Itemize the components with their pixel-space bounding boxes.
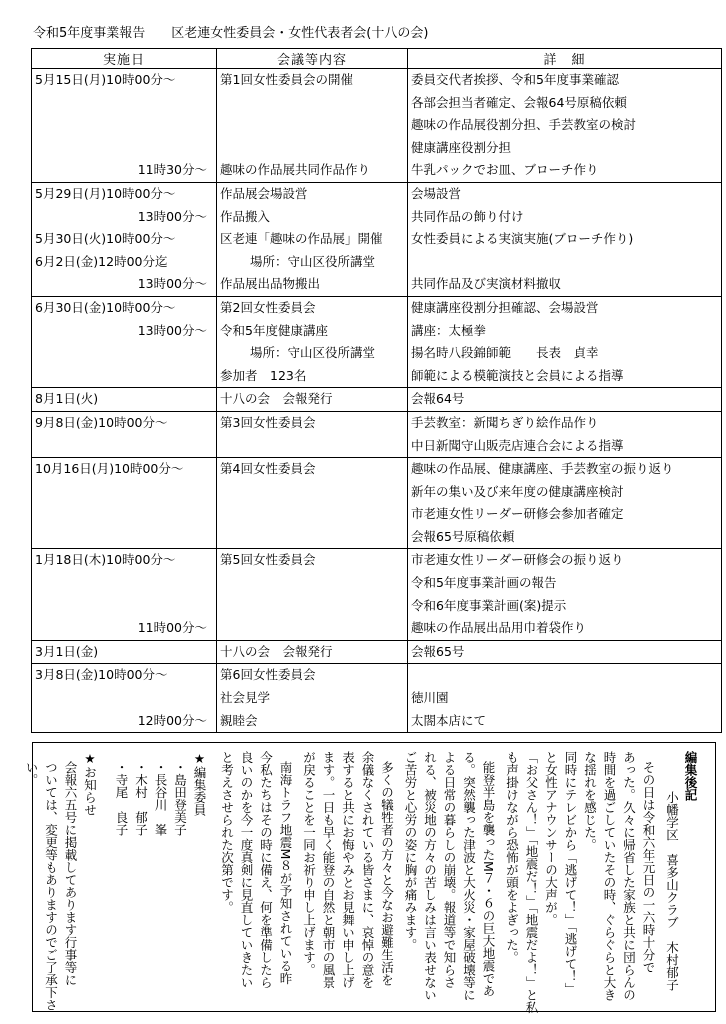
table-header-row	[32, 49, 722, 69]
detail-cell	[408, 69, 722, 183]
date-cell	[32, 458, 217, 549]
cell-line: 市老連女性リーダー研修会参加者確定	[411, 506, 624, 522]
cell-line: 13時00分～	[137, 276, 207, 292]
cell-line: 会報65号	[411, 643, 465, 659]
cell-line: 趣味の作品展役割分担、手芸教室の検討	[411, 117, 637, 133]
activity-table	[31, 48, 722, 733]
postscript-heading: 編集後記	[683, 751, 698, 801]
notice-text: 会報六五号に掲載してあります行事等に	[63, 761, 78, 986]
cell-line: 作品展出品物搬出	[220, 276, 321, 292]
cell-line: 場所：守山区役所講堂	[250, 345, 376, 361]
content-cell	[217, 664, 408, 733]
content-cell	[217, 458, 408, 549]
postscript-text-column: 南海トラフ地震M８が予知されている昨	[278, 761, 293, 985]
cell-line: 各部会担当者確定、会報64号原稿依頼	[411, 94, 627, 110]
postscript-text-column: よる日常の暮らしの崩壊。報道等で知らさ	[442, 751, 457, 989]
cell-line: 中日新聞守山販売店連合会による指導	[411, 437, 624, 453]
table-row-group	[32, 388, 722, 412]
detail-cell	[408, 664, 722, 733]
date-cell	[32, 182, 217, 296]
cell-line: 趣味の作品展共同作品作り	[220, 162, 371, 178]
date-cell	[32, 411, 217, 457]
detail-cell	[408, 388, 722, 412]
postscript-box	[24, 742, 716, 1014]
cell-line: 令和5年度健康講座	[220, 322, 328, 338]
postscript-text-column: 「お父さん！」「地震だ！」「地震だよ！」と私	[524, 751, 539, 1014]
table-row-group	[32, 182, 722, 296]
cell-line	[220, 617, 404, 640]
committee-member: ・寺尾 良子	[114, 761, 129, 836]
date-cell	[32, 296, 217, 387]
detail-cell	[408, 296, 722, 387]
cell-line: 趣味の作品展出品用巾着袋作り	[411, 620, 587, 636]
date-cell	[32, 640, 217, 664]
table-row	[32, 182, 722, 296]
cell-line: 6月30日(金)10時00分～	[35, 299, 176, 315]
page-title: 令和5年度事業報告 区老連女性委員会・女性代表者会(十八の会)	[33, 26, 429, 41]
cell-line: 参加者 123名	[220, 367, 307, 383]
cell-line: 共同作品及び実演材料撤収	[411, 276, 562, 292]
cell-line: 親睦会	[220, 712, 258, 728]
table-row-group	[32, 640, 722, 664]
cell-line: 会報64号	[411, 391, 465, 407]
detail-cell	[408, 458, 722, 549]
postscript-text-column: 良いのかを今一度真剣に見直していきたい	[239, 751, 254, 989]
cell-line: 令和5年度事業計画の報告	[411, 575, 557, 591]
cell-line	[220, 137, 404, 160]
cell-line: 太閤本店にて	[411, 712, 487, 728]
cell-line: 共同作品の飾り付け	[411, 208, 524, 224]
cell-line: 5月30日(火)10時00分～	[35, 231, 176, 247]
table-row-group	[32, 411, 722, 457]
committee-member: ・木村 郁子	[133, 761, 149, 836]
notice-text: い。	[24, 761, 39, 786]
postscript-text-column: 能登半島を襲ったM７・６の巨大地震であ	[481, 761, 496, 997]
committee-heading: ★編集委員	[192, 751, 207, 816]
cell-line: 11時30分～	[137, 162, 207, 178]
cell-line	[220, 595, 404, 618]
cell-line: 5月15日(月)10時00分～	[35, 72, 176, 87]
cell-line	[411, 664, 718, 687]
cell-line: 3月8日(金)10時00分～	[35, 667, 168, 683]
detail-cell	[408, 549, 722, 640]
table-row-group	[32, 664, 722, 733]
cell-line	[35, 435, 213, 458]
cell-line: 区老連「趣味の作品展」開催	[220, 231, 383, 247]
cell-line: 1月18日(木)10時00分～	[35, 552, 176, 568]
committee-member: ・長谷川 峯	[153, 761, 168, 836]
cell-line	[411, 251, 718, 274]
content-cell	[217, 549, 408, 640]
date-cell	[32, 549, 217, 640]
table-row	[32, 411, 722, 457]
committee-member: ・島田登美子	[172, 761, 188, 836]
table-row-group	[32, 69, 722, 183]
postscript-text-column: も声掛けながら恐怖が頭をよぎった。	[504, 751, 520, 964]
cell-line	[220, 114, 404, 137]
cell-line: 第4回女性委員会	[220, 461, 316, 477]
cell-line	[220, 435, 404, 458]
table-row	[32, 664, 722, 733]
cell-line: 3月1日(金)	[35, 643, 99, 659]
cell-line: 第5回女性委員会	[220, 552, 316, 568]
cell-line: 場所：守山区役所講堂	[250, 253, 376, 269]
cell-line: 作品搬入	[220, 208, 271, 224]
postscript-text-column: ます。一日も早く能登の自然と朝市の風景	[321, 751, 336, 989]
cell-line: 揚名時八段錦師範 長表 貞幸	[411, 345, 599, 361]
table-row	[32, 640, 722, 664]
header-content: 会議等内容	[217, 49, 408, 69]
cell-line	[220, 481, 404, 504]
content-cell	[217, 640, 408, 664]
cell-line	[35, 572, 213, 595]
cell-line	[35, 503, 213, 526]
cell-line: 講座：太極拳	[411, 322, 487, 338]
cell-line: 手芸教室：新聞ちぎり絵作品作り	[411, 414, 599, 430]
cell-line	[35, 92, 213, 115]
table-row	[32, 388, 722, 412]
cell-line	[220, 572, 404, 595]
cell-line: 作品展会場設営	[220, 185, 308, 201]
cell-line: 趣味の作品展、健康講座、手芸教室の振り返り	[411, 461, 674, 477]
cell-line	[35, 342, 213, 365]
cell-line: 5月29日(月)10時00分～	[35, 185, 176, 201]
notice-text: ついては、変更等もありますのでご了承下さ	[43, 761, 59, 1011]
cell-line: 令和6年度事業計画(案)提示	[411, 597, 567, 613]
cell-line: 女性委員による実演実施(ブローチ作り)	[411, 231, 634, 247]
cell-line: 第3回女性委員会	[220, 414, 316, 430]
date-cell	[32, 69, 217, 183]
cell-line: 第2回女性委員会	[220, 299, 316, 315]
cell-line: 十八の会 会報発行	[220, 391, 333, 407]
postscript-text-column: 多くの犠牲者の方々と今なお避難生活を	[379, 761, 395, 986]
cell-line: 徳川園	[411, 690, 449, 706]
header-date: 実施日	[32, 49, 217, 69]
cell-line	[35, 526, 213, 549]
cell-line: 市老連女性リーダー研修会の振り返り	[411, 552, 624, 568]
postscript-text-column: れる、被災地の方々の苦しみは言い表せない	[422, 751, 438, 1001]
cell-line: 健康講座役割分担確認、会場設営	[411, 299, 599, 315]
cell-line	[35, 595, 213, 618]
cell-line: 13時00分～	[137, 208, 207, 224]
postscript-text-column: る。突然襲った津波と大火災・家屋破壊等に	[461, 751, 477, 1001]
date-cell	[32, 664, 217, 733]
cell-line: 8月1日(火)	[35, 391, 99, 407]
cell-line: 委員交代者挨拶、令和5年度事業確認	[411, 72, 619, 87]
postscript-text-column: 表すると共にお悔やみとお見舞い申し上げ	[340, 751, 356, 989]
date-cell	[32, 388, 217, 412]
postscript-text-column: その日は令和六年元日の一六時十分で	[641, 761, 656, 974]
cell-line	[220, 526, 404, 549]
postscript-text-column: 時間を過ごしていたその時、ぐらぐらと大き	[602, 751, 617, 1001]
postscript-text-column: ご苦労と心労の姿に胸が痛みます。	[403, 751, 418, 951]
table-row	[32, 296, 722, 387]
table-row	[32, 458, 722, 549]
table-row	[32, 549, 722, 640]
cell-line: 会報65号原稿依頼	[411, 528, 515, 544]
cell-line: 師範による模範演技と会員による指導	[411, 367, 624, 383]
cell-line	[35, 365, 213, 388]
detail-cell	[408, 411, 722, 457]
postscript-text-column: と女性アナウンサーの大声が。	[543, 751, 559, 926]
cell-line	[35, 137, 213, 160]
cell-line: 9月8日(金)10時00分～	[35, 414, 168, 430]
cell-line: 13時00分～	[137, 322, 207, 338]
cell-line: 新年の集い及び来年度の健康講座検討	[411, 483, 624, 499]
cell-line: 11時00分～	[137, 620, 207, 636]
postscript-text-column: と考えさせられた次第です。	[219, 751, 235, 914]
detail-cell	[408, 182, 722, 296]
notice-heading: ★お知らせ	[82, 751, 98, 816]
cell-line: 会場設営	[411, 185, 462, 201]
content-cell	[217, 182, 408, 296]
cell-line: 第1回女性委員会の開催	[220, 72, 353, 87]
postscript-text-column: あった。久々に帰省した家族と共に団らんの	[621, 751, 637, 1001]
table-row-group	[32, 458, 722, 549]
content-cell	[217, 411, 408, 457]
postscript-text-column: 今私たちはその時に備え、何を準備したら	[258, 751, 274, 989]
cell-line	[220, 92, 404, 115]
postscript-text-column: 同時にテレビから「逃げて！」「逃げて！」	[563, 751, 578, 995]
cell-line	[35, 481, 213, 504]
postscript-text-column: が戻ることを一同お祈り申し上げます。	[301, 751, 317, 976]
cell-line	[35, 114, 213, 137]
cell-line: 10月16日(月)10時00分～	[35, 461, 184, 477]
content-cell	[217, 296, 408, 387]
postscript-text-column: な揺れを感じた。	[582, 751, 598, 851]
postscript-author: 小幡学区 喜多山クラブ 木村郁子	[664, 791, 680, 991]
cell-line	[220, 503, 404, 526]
table-row	[32, 69, 722, 183]
cell-line: 第6回女性委員会	[220, 667, 316, 683]
table-row-group	[32, 549, 722, 640]
postscript-text-column: 余儀なくされている皆さまに、哀悼の意を	[360, 751, 375, 989]
header-detail: 詳 細	[408, 49, 722, 69]
content-cell	[217, 69, 408, 183]
table-row-group	[32, 296, 722, 387]
cell-line: 十八の会 会報発行	[220, 643, 333, 659]
cell-line: 牛乳パックでお皿、ブローチ作り	[411, 162, 599, 178]
cell-line: 6月2日(金)12時00分迄	[35, 253, 168, 269]
content-cell	[217, 388, 408, 412]
cell-line	[35, 687, 213, 710]
cell-line: 健康講座役割分担	[411, 139, 512, 155]
cell-line: 12時00分～	[137, 712, 207, 728]
detail-cell	[408, 640, 722, 664]
cell-line: 社会見学	[220, 690, 271, 706]
